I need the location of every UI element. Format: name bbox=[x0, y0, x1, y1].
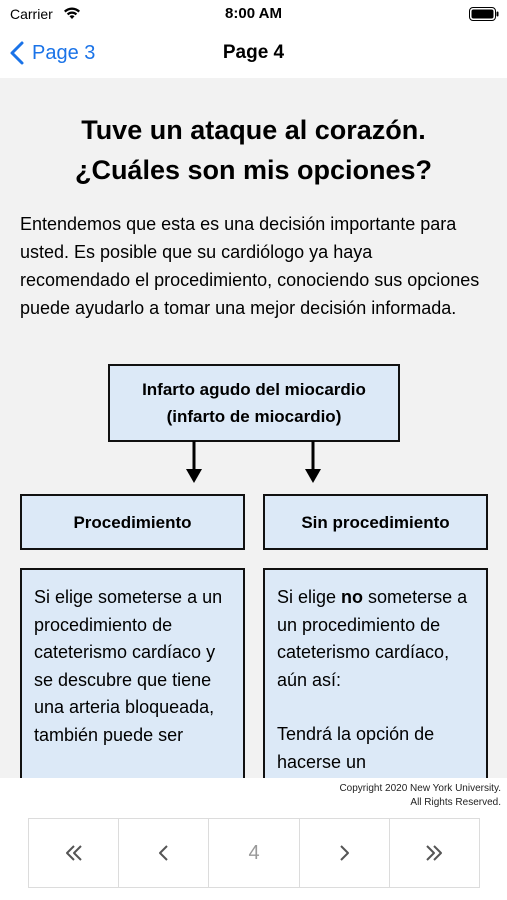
back-button-label: Page 3 bbox=[32, 41, 96, 64]
procedure-option-box bbox=[20, 494, 245, 550]
no-procedure-label: Sin procedimiento bbox=[301, 512, 450, 532]
no-procedure-option-box bbox=[263, 494, 488, 550]
copyright-notice bbox=[339, 782, 501, 810]
first-page-button[interactable] bbox=[29, 819, 119, 887]
chevron-right-icon bbox=[333, 842, 355, 864]
previous-page-button[interactable] bbox=[119, 819, 209, 887]
copyright-line-1: Copyright 2020 New York University. bbox=[339, 783, 501, 794]
status-bar bbox=[0, 0, 507, 30]
procedure-description: Si elige someterse a un procedimiento de cateterismo cardíaco y se descubre que tiene una arteria bloqueada, también puede ser bbox=[34, 587, 223, 745]
double-chevron-right-icon bbox=[423, 842, 445, 864]
arrow-down-icon bbox=[184, 441, 204, 485]
procedure-label: Procedimiento bbox=[73, 512, 192, 532]
current-page-indicator bbox=[209, 819, 299, 887]
arrow-down-icon bbox=[303, 441, 323, 485]
current-page-number: 4 bbox=[248, 841, 260, 864]
no-procedure-text-emphasis: no bbox=[341, 587, 364, 607]
no-procedure-text-post: someterse a un procedimiento de cateterismo cardíaco, aún así: bbox=[277, 587, 468, 690]
carrier-label: Carrier bbox=[10, 6, 53, 22]
intro-paragraph: Entendemos que esta es una decisión importante para usted. Es posible que su cardiólogo ya haya recomendado el procedimiento, conociendo sus opciones puede ayudarlo a tomar una mejor decisión informada. bbox=[20, 214, 480, 318]
diagnosis-line-2: (infarto de miocardio) bbox=[166, 407, 342, 426]
diagnosis-line-1: Infarto agudo del miocardio bbox=[142, 380, 366, 399]
no-procedure-description-2: Tendrá la opción de hacerse un bbox=[277, 724, 435, 772]
no-procedure-text-pre: Si elige bbox=[277, 587, 342, 607]
no-procedure-description bbox=[277, 584, 474, 694]
battery-icon bbox=[469, 7, 499, 21]
double-chevron-left-icon bbox=[63, 842, 85, 864]
clock: 8:00 AM bbox=[225, 5, 282, 22]
procedure-description-box bbox=[20, 568, 245, 778]
diagnosis-box bbox=[108, 364, 400, 442]
chevron-left-icon bbox=[153, 842, 175, 864]
heading-line-2: ¿Cuáles son mis opciones? bbox=[74, 155, 433, 185]
navigation-bar bbox=[0, 30, 507, 78]
page-title: Page 4 bbox=[222, 42, 285, 63]
next-page-button[interactable] bbox=[300, 819, 390, 887]
copyright-line-2: All Rights Reserved. bbox=[410, 797, 501, 808]
heading-line-1: Tuve un ataque al corazón. bbox=[81, 115, 426, 145]
page-content[interactable] bbox=[0, 78, 507, 778]
no-procedure-description-box bbox=[263, 568, 488, 778]
pager-toolbar bbox=[28, 818, 480, 888]
last-page-button[interactable] bbox=[390, 819, 479, 887]
page-heading bbox=[0, 110, 507, 190]
